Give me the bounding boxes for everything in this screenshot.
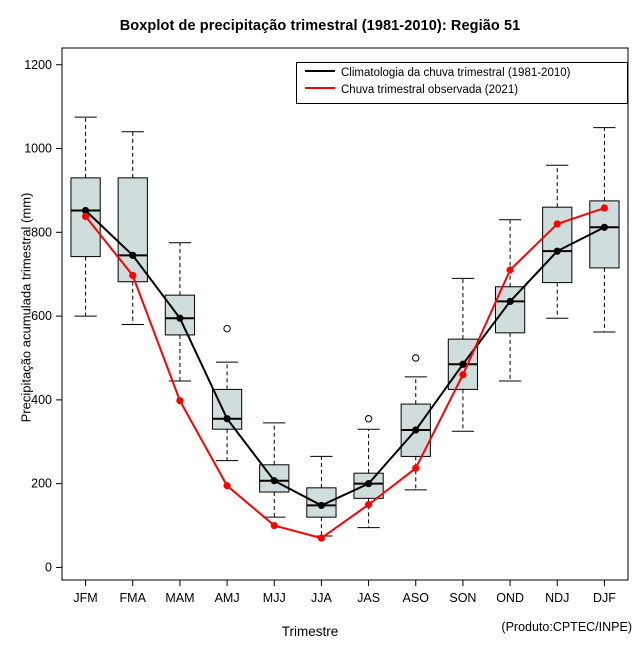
svg-text:800: 800 <box>31 225 52 240</box>
svg-text:AMJ: AMJ <box>214 591 240 605</box>
legend-line-climatologia <box>305 70 335 72</box>
svg-text:JFM: JFM <box>73 591 98 605</box>
chart-credit: (Produto:CPTEC/INPE) <box>501 620 632 634</box>
legend-label-climatologia: Climatologia da chuva trimestral (1981-2010) <box>341 67 571 79</box>
svg-text:JAS: JAS <box>357 591 381 605</box>
svg-text:OND: OND <box>496 591 524 605</box>
svg-text:MJJ: MJJ <box>262 591 286 605</box>
svg-text:JJA: JJA <box>310 591 332 605</box>
y-axis-label: Precipitação acumulada trimestral (mm) <box>18 192 34 423</box>
svg-text:DJF: DJF <box>592 591 616 605</box>
x-axis-label: Trimestre <box>281 624 339 639</box>
svg-text:SON: SON <box>449 591 477 605</box>
svg-text:1000: 1000 <box>24 141 52 156</box>
chart-legend <box>296 62 628 104</box>
chart-title: Boxplot de precipitação trimestral (1981-2010): Região 51 <box>119 18 521 34</box>
legend-entry-observada <box>305 84 518 100</box>
legend-entry-climatologia <box>305 67 570 83</box>
svg-text:600: 600 <box>31 309 52 324</box>
svg-text:1200: 1200 <box>24 57 52 72</box>
svg-text:400: 400 <box>31 392 52 407</box>
svg-text:MAM: MAM <box>165 591 195 605</box>
svg-text:0: 0 <box>45 560 52 575</box>
legend-label-observada: Chuva trimestral observada (2021) <box>341 84 519 96</box>
svg-text:200: 200 <box>31 476 52 491</box>
svg-text:NDJ: NDJ <box>545 591 570 605</box>
svg-text:ASO: ASO <box>402 591 429 605</box>
legend-line-observada <box>305 87 335 89</box>
svg-text:FMA: FMA <box>119 591 146 605</box>
